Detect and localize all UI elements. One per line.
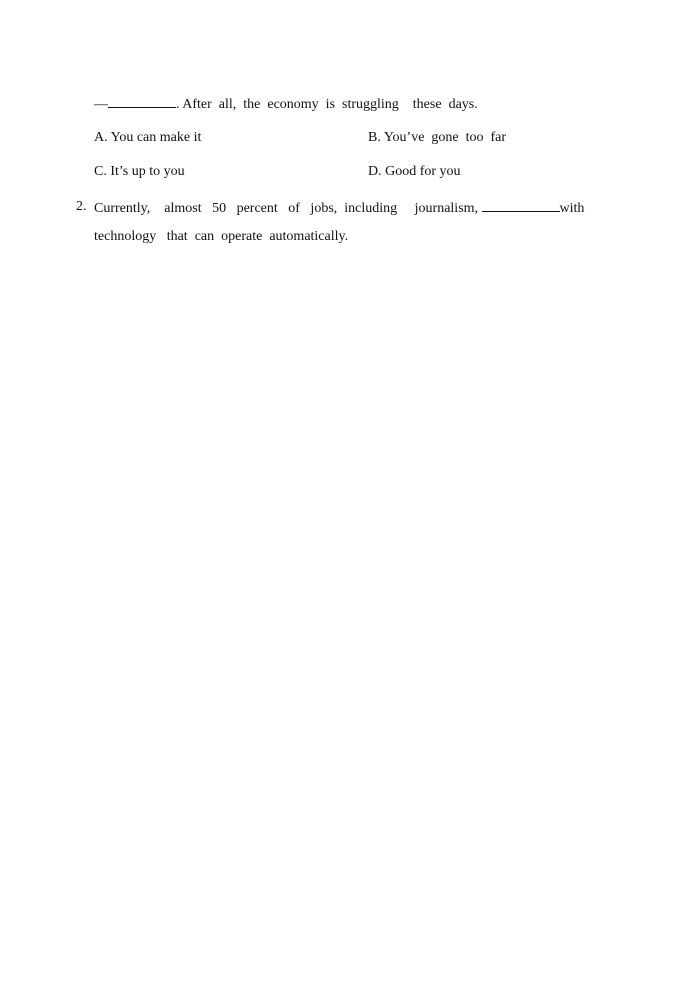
question2-number: 2. — [76, 199, 87, 214]
dialogue-dash: — — [94, 97, 108, 112]
option-c-text: It’s up to you — [110, 164, 185, 179]
option-a[interactable] — [94, 129, 201, 147]
question1-stem — [94, 94, 478, 114]
answer-blank[interactable] — [108, 94, 176, 108]
question2-text-before-blank: Currently, almost 50 percent of jobs, including journalism, — [94, 201, 479, 216]
option-c[interactable] — [94, 163, 185, 181]
option-d-text: Good for you — [385, 164, 461, 179]
question2-line1 — [94, 198, 584, 218]
option-d-label: D. — [368, 164, 382, 179]
option-a-label: A. — [94, 130, 108, 145]
option-b-label: B. — [368, 130, 381, 145]
option-d[interactable] — [368, 163, 461, 181]
question1-stem-text: . After all, the economy is struggling these days. — [176, 97, 478, 112]
option-b[interactable] — [368, 129, 506, 147]
option-a-text: You can make it — [110, 130, 202, 145]
question2-line2: technology that can operate automatically. — [94, 229, 349, 244]
answer-blank[interactable] — [482, 198, 560, 212]
option-c-label: C. — [94, 164, 107, 179]
question2-text-after-blank: with — [559, 201, 585, 216]
option-b-text: You’ve gone too far — [383, 130, 507, 145]
